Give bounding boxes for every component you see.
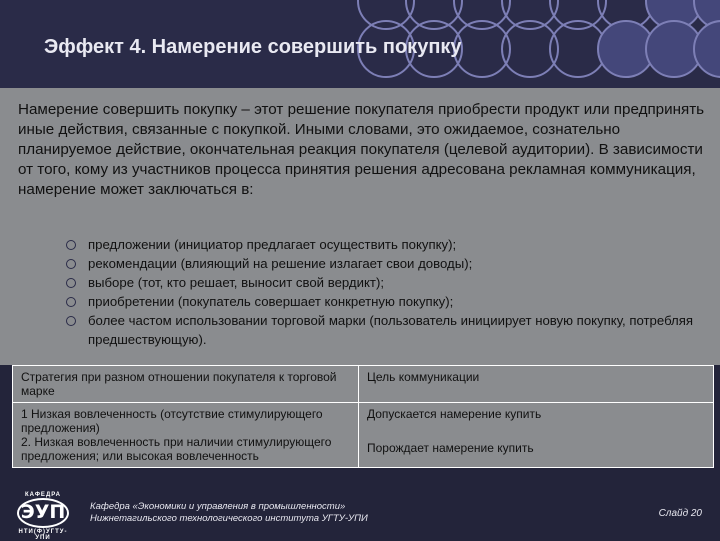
institution-line: Нижнетагильского технологического института УГТУ-УПИ [90,513,368,524]
list-item-text: более частом использовании торговой марки (пользователь инициирует новую покупку, потребляя предшествующую). [88,313,694,347]
list-item [66,273,706,292]
list-item [66,292,706,311]
lead-paragraph: Намерение совершить покупку – этот решение покупателя приобрести продукт или предпринять иные действия, связанные с покупкой. Иными словами, это ожидаемое, сознательно планируемое действие, окончательная реакция покупателя (целевой аудитории). В зависимости от того, кому из участников процесса принятия решения адресована рекламная коммуникация, намерение может заключаться в: [18,101,705,198]
table-header-row [13,366,714,403]
list-item [66,254,706,273]
logo-main-text: ЭУП [20,501,66,523]
list-item-text: приобретении (покупатель совершает конкретную покупку); [88,294,454,309]
circle-bullet-icon [66,240,76,250]
table-cell [13,403,359,468]
table-header-cell: Стратегия при разном отношении покупателя к торговой марке [13,366,359,403]
slide-number: Слайд 20 [658,508,702,519]
list-item-text: предложении (инициатор предлагает осуществить покупку); [88,237,457,252]
title-band [0,0,720,88]
logo-top-text: КАФЕДРА [24,492,62,498]
goal-item: Допускается намерение купить [367,407,542,421]
logo-bottom-text: НТИ(Ф)УГТУ-УПИ [18,529,68,541]
circle-bullet-icon [66,259,76,269]
goal-item: Порождает намерение купить [367,441,534,455]
list-item-text: рекомендации (влияющий на решение излагает свои доводы); [88,256,473,271]
table-cell [359,403,714,468]
list-item [66,311,706,349]
decor-circle [693,20,720,78]
strategy-item: 2. Низкая вовлеченность при наличии стимулирующего предложения; или высокая вовлеченность [21,435,332,463]
slide-title: Эффект 4. Намерение совершить покупку [44,36,462,58]
footer [0,488,720,540]
institution-line: Кафедра «Экономики и управления в промышленности» [90,501,346,512]
institution-credit [90,501,368,525]
department-logo [14,492,72,541]
table-header-cell: Цель коммуникации [359,366,714,403]
circle-bullet-icon [66,278,76,288]
table-row [13,403,714,468]
circle-bullet-icon [66,297,76,307]
strategy-table [12,365,714,468]
list-item [66,235,706,254]
strategy-item: 1 Низкая вовлеченность (отсутствие стимулирующего предложения) [21,407,323,435]
circle-bullet-icon [66,316,76,326]
bullet-list [66,235,706,349]
list-item-text: выборе (тот, кто решает, выносит свой вердикт); [88,275,385,290]
content-panel [0,88,720,365]
